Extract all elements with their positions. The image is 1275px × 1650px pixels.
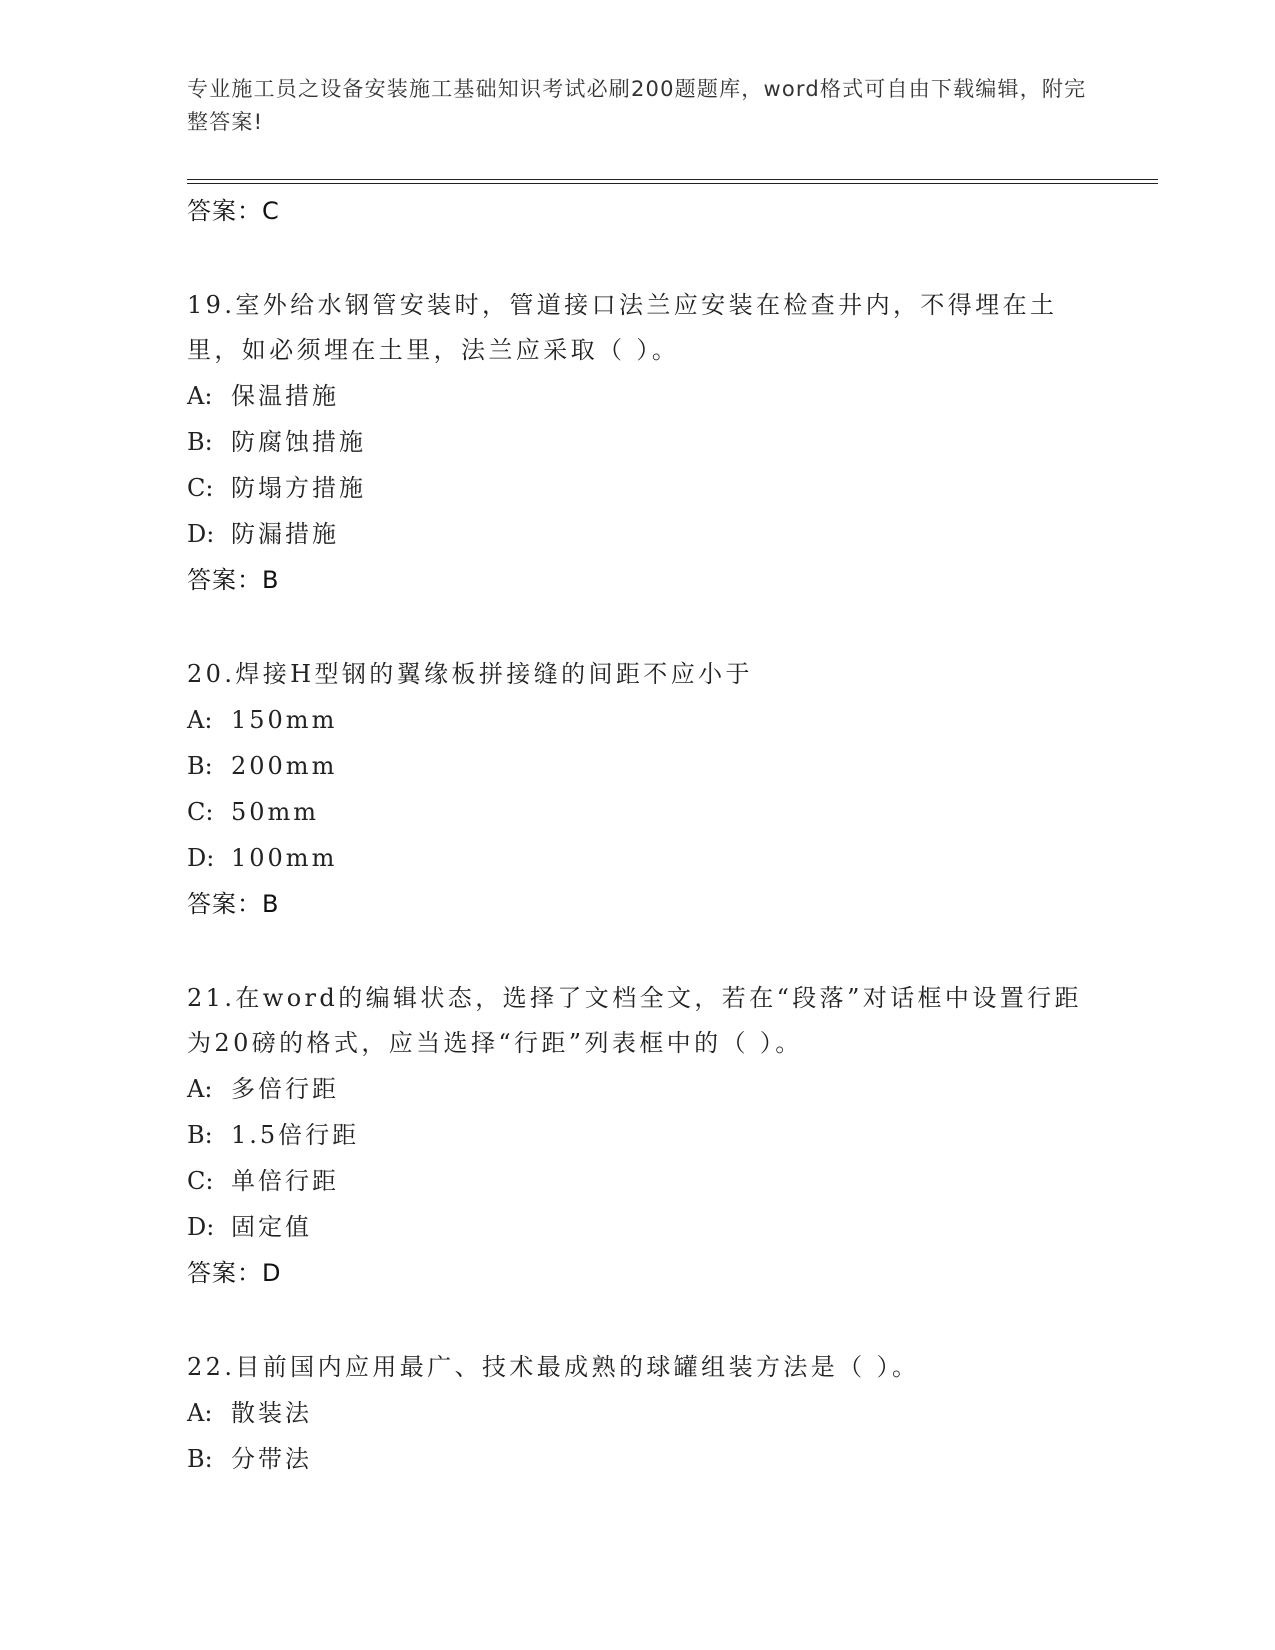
option-letter: B: [187, 428, 213, 456]
option-b [187, 1436, 1087, 1482]
option-text: 1.5倍行距 [231, 1121, 360, 1149]
page-header: 专业施工员之设备安装施工基础知识考试必刷200题题库，word格式可自由下载编辑，附完整答案! [187, 77, 1087, 134]
option-letter: A: [187, 1075, 213, 1103]
question-stem: 20.焊接H型钢的翼缘板拼接缝的间距不应小于 [187, 660, 753, 688]
option-letter: C: [187, 474, 214, 502]
header-divider-line [187, 179, 1158, 180]
question-stem: 22.目前国内应用最广、技术最成熟的球罐组装方法是（ ）。 [187, 1353, 920, 1381]
option-letter: B: [187, 1121, 213, 1149]
option-letter: A: [187, 706, 213, 734]
option-d [187, 1204, 1087, 1250]
question-20 [187, 652, 1087, 927]
option-b [187, 1112, 1087, 1158]
option-c [187, 465, 1087, 511]
option-text: 多倍行距 [231, 1075, 339, 1103]
option-d [187, 511, 1087, 557]
option-text: 单倍行距 [231, 1167, 339, 1195]
option-text: 防腐蚀措施 [231, 428, 366, 456]
option-text: 防塌方措施 [231, 474, 366, 502]
option-c [187, 1158, 1087, 1204]
question-22 [187, 1345, 1087, 1482]
option-text: 分带法 [231, 1445, 312, 1473]
answer-line: 答案：C [187, 197, 280, 225]
option-letter: A: [187, 1399, 213, 1427]
question-stem: 19.室外给水钢管安装时，管道接口法兰应安装在检查井内，不得埋在土里，如必须埋在土里，法兰应采取（ ）。 [187, 291, 1058, 364]
option-a [187, 1066, 1087, 1112]
option-text: 100mm [231, 844, 338, 872]
answer-line: 答案：B [187, 566, 280, 594]
option-letter: D: [187, 520, 215, 548]
question-list [187, 188, 1087, 1482]
option-letter: D: [187, 844, 215, 872]
option-letter: B: [187, 752, 213, 780]
header-divider-line-secondary [187, 183, 1158, 184]
answer-line: 答案：B [187, 890, 280, 918]
option-a [187, 697, 1087, 743]
option-letter: C: [187, 798, 214, 826]
question-stem: 21.在word的编辑状态，选择了文档全文，若在“段落”对话框中设置行距为20磅的格式，应当选择“行距”列表框中的（ ）。 [187, 984, 1082, 1057]
option-text: 50mm [231, 798, 320, 826]
option-b [187, 419, 1087, 465]
option-text: 防漏措施 [231, 520, 339, 548]
option-text: 散装法 [231, 1399, 312, 1427]
option-text: 固定值 [231, 1213, 312, 1241]
option-text: 200mm [231, 752, 338, 780]
option-text: 保温措施 [231, 382, 339, 410]
option-b [187, 743, 1087, 789]
option-d [187, 835, 1087, 881]
option-letter: D: [187, 1213, 215, 1241]
option-c [187, 789, 1087, 835]
option-letter: B: [187, 1445, 213, 1473]
option-a [187, 1390, 1087, 1436]
question-19 [187, 283, 1087, 603]
option-letter: A: [187, 382, 213, 410]
answer-line: 答案：D [187, 1259, 282, 1287]
option-text: 150mm [231, 706, 338, 734]
option-letter: C: [187, 1167, 214, 1195]
option-a [187, 373, 1087, 419]
question-21 [187, 976, 1087, 1296]
